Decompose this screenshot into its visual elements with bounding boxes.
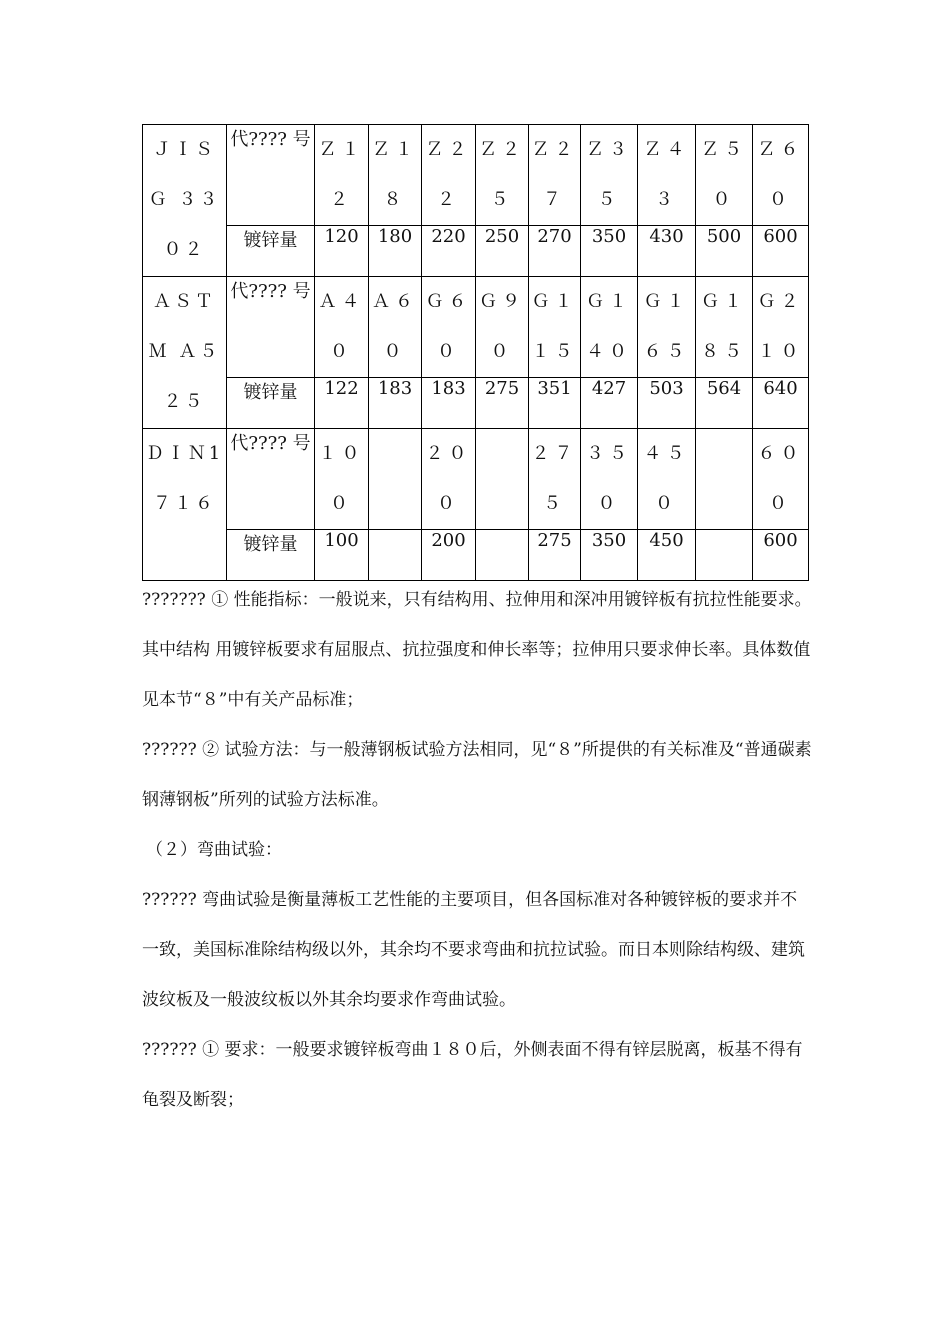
amount-cell: 275: [476, 378, 529, 429]
amount-cell: [696, 530, 753, 581]
code-cell: Ｚ２５: [476, 125, 529, 226]
code-cell: Ｇ９０: [476, 277, 529, 378]
amount-row: [143, 530, 809, 581]
code-cell: Ａ６０: [369, 277, 422, 378]
code-cell: ３５０: [581, 429, 638, 530]
amount-cell: 220: [422, 226, 476, 277]
standard-name: ＡＳＴＭ Ａ５２５: [143, 277, 227, 429]
amount-cell: 450: [638, 530, 696, 581]
amount-cell: 122: [315, 378, 369, 429]
amount-cell: 640: [753, 378, 809, 429]
amount-cell: 183: [422, 378, 476, 429]
code-cell: Ｚ４３: [638, 125, 696, 226]
amount-cell: 600: [753, 226, 809, 277]
zinc-coating-standards-table: [142, 124, 809, 581]
amount-cell: [476, 530, 529, 581]
code-cell: Ｇ１８５: [696, 277, 753, 378]
code-cell: Ｚ３５: [581, 125, 638, 226]
code-label: 代???? 号: [227, 125, 315, 226]
amount-row: [143, 378, 809, 429]
body-text: [142, 575, 812, 1125]
standard-name: ＪＩＳＧ ３３０２: [143, 125, 227, 277]
code-cell: Ｚ５０: [696, 125, 753, 226]
amount-label: 镀锌量: [227, 530, 315, 581]
code-cell: Ｚ１８: [369, 125, 422, 226]
amount-cell: 180: [369, 226, 422, 277]
amount-label: 镀锌量: [227, 378, 315, 429]
amount-cell: 120: [315, 226, 369, 277]
amount-cell: 564: [696, 378, 753, 429]
code-cell: ６００: [753, 429, 809, 530]
amount-cell: [369, 530, 422, 581]
paragraph-test-method: ?????? ② 试验方法：与一般薄钢板试验方法相同，见“８”所提供的有关标准及“普通碳素钢薄钢板”所列的试验方法标准。: [142, 740, 812, 810]
paragraph-bending-intro: ?????? 弯曲试验是衡量薄板工艺性能的主要项目，但各国标准对各种镀锌板的要求并不一致，美国标准除结构级以外，其余均不要求弯曲和抗拉试验。而日本则除结构级、建筑波纹板及一般波纹板以外其余均要求作弯曲试验。: [142, 890, 805, 1010]
code-cell: ２００: [422, 429, 476, 530]
code-cell: Ｚ６０: [753, 125, 809, 226]
code-cell: [476, 429, 529, 530]
code-cell: Ｚ２２: [422, 125, 476, 226]
code-row: [143, 125, 809, 226]
amount-row: [143, 226, 809, 277]
code-row: [143, 429, 809, 530]
code-row: [143, 277, 809, 378]
amount-cell: 183: [369, 378, 422, 429]
amount-cell: 100: [315, 530, 369, 581]
amount-cell: 430: [638, 226, 696, 277]
code-cell: ２７５: [529, 429, 581, 530]
code-cell: ４５０: [638, 429, 696, 530]
heading-bending-test: （２）弯曲试验：: [146, 840, 282, 860]
paragraph-bending-requirement: ?????? ① 要求：一般要求镀锌板弯曲１８０后，外侧表面不得有锌层脱离，板基不得有龟裂及断裂；: [142, 1040, 803, 1110]
amount-cell: 427: [581, 378, 638, 429]
amount-cell: 275: [529, 530, 581, 581]
code-label: 代???? 号: [227, 429, 315, 530]
amount-cell: 500: [696, 226, 753, 277]
amount-cell: 351: [529, 378, 581, 429]
standard-name: ＤＩＮ1 ７１６: [143, 429, 227, 581]
code-cell: Ｚ１２: [315, 125, 369, 226]
code-cell: [369, 429, 422, 530]
paragraph-performance: ??????? ① 性能指标：一般说来，只有结构用、拉伸用和深冲用镀锌板有抗拉性能要求。其中结构 用镀锌板要求有屈服点、抗拉强度和伸长率等；拉伸用只要求伸长率。具体数值见本节“８”中有关产品标准；: [142, 590, 812, 710]
amount-cell: 503: [638, 378, 696, 429]
amount-cell: 350: [581, 226, 638, 277]
code-cell: １００: [315, 429, 369, 530]
amount-cell: 200: [422, 530, 476, 581]
amount-cell: 250: [476, 226, 529, 277]
code-cell: Ｇ１１５: [529, 277, 581, 378]
code-cell: Ｇ１６５: [638, 277, 696, 378]
code-cell: Ｇ２１０: [753, 277, 809, 378]
code-cell: Ａ４０: [315, 277, 369, 378]
code-cell: Ｇ１４０: [581, 277, 638, 378]
code-label: 代???? 号: [227, 277, 315, 378]
code-cell: Ｚ２７: [529, 125, 581, 226]
amount-label: 镀锌量: [227, 226, 315, 277]
code-cell: Ｇ６０: [422, 277, 476, 378]
code-cell: [696, 429, 753, 530]
amount-cell: 600: [753, 530, 809, 581]
amount-cell: 350: [581, 530, 638, 581]
amount-cell: 270: [529, 226, 581, 277]
